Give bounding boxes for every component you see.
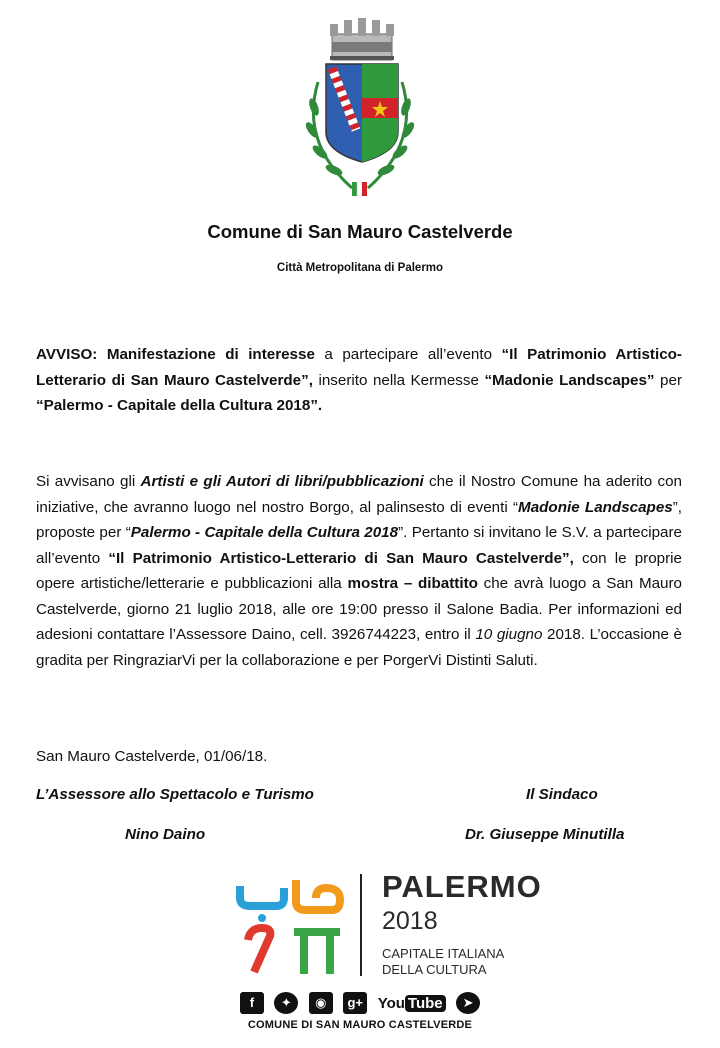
deadline-date: 10 giugno [475, 626, 543, 643]
assessor-role: L’Assessore allo Spettacolo e Turismo [36, 786, 314, 803]
body-emphasis: Palermo - Capitale della Cultura 2018 [130, 524, 399, 541]
assessor-name: Nino Daino [125, 826, 206, 843]
twitter-icon[interactable]: ✦ [274, 992, 298, 1014]
event-name: “Il Patrimonio Artistico-Letterario di San Mauro Castelverde”, [108, 549, 574, 567]
youtube-tube-text: Tube [405, 995, 446, 1012]
notice-text: per [654, 371, 682, 389]
crown-icon [330, 18, 394, 60]
footer-text: COMUNE DI SAN MAURO CASTELVERDE [247, 1019, 473, 1031]
youtube-text: You [377, 994, 405, 1012]
notice-heading [36, 342, 682, 419]
notice-text: a partecipare all’evento [314, 346, 502, 363]
body-emphasis: Madonie Landscapes [518, 498, 673, 516]
body-text: che il Nostro Comune ha aderito con iniziative, che avranno luogo nel nostro Borgo, al palinsesto di eventi “ [36, 473, 682, 516]
event-name: “Il Patrimonio Artistico-Letterario di San Mauro Castelverde”, [36, 346, 682, 389]
facebook-icon[interactable]: f [240, 992, 264, 1014]
telegram-icon[interactable]: ➤ [456, 992, 480, 1014]
palermo-2018-logo-mark [236, 876, 346, 976]
body-text: Si avvisano gli [36, 473, 141, 490]
logo-city: PALERMO [382, 869, 542, 904]
mayor-role: Il Sindaco [526, 786, 598, 803]
body-text: che avrà luogo a San Mauro Castelverde, giorno 21 luglio 2018, alle ore 19:00 presso il Salone Badia. Per informazioni ed adesioni contattare l’Assessore Daino, cell. 3926744223, entro il [36, 575, 682, 643]
logo-year: 2018 [382, 907, 438, 935]
mayor-name: Dr. Giuseppe Minutilla [465, 826, 625, 843]
social-icons-row [0, 992, 720, 1016]
body-text: 2018. L’occasione è gradita per RingraziarVi per la collaborazione e per PorgerVi Distinti Saluti. [36, 626, 682, 669]
notice-label: AVVISO: Manifestazione di interesse [36, 346, 315, 363]
page-title: Comune di San Mauro Castelverde [207, 221, 513, 242]
notice-text: inserito nella Kermesse [312, 371, 485, 389]
exhibition-name: mostra – dibattito [347, 575, 478, 592]
place-date: San Mauro Castelverde, 01/06/18. [36, 748, 268, 765]
kermesse-name: “Madonie Landscapes” [484, 371, 655, 389]
youtube-icon[interactable] [378, 995, 446, 1012]
page-subtitle: Città Metropolitana di Palermo [276, 262, 444, 274]
body-paragraph [36, 469, 682, 673]
capital-name: “Palermo - Capitale della Cultura 2018”. [36, 397, 323, 414]
google-plus-icon[interactable]: g+ [343, 992, 367, 1014]
body-text: ”, proposte per “ [36, 498, 683, 541]
logo-line-1: CAPITALE ITALIANA [382, 946, 505, 961]
body-text: ”. Pertanto si invitano le S.V. a partecipare all’evento [36, 524, 682, 567]
coat-of-arms-emblem [290, 12, 430, 212]
body-emphasis: Artisti e gli Autori di libri/pubblicazioni [140, 473, 424, 490]
logo-line-2: DELLA CULTURA [382, 962, 487, 977]
instagram-icon[interactable]: ◉ [309, 992, 333, 1014]
shield-icon [326, 64, 398, 162]
logo-divider [360, 874, 362, 976]
body-text: con le proprie opere artistiche/letterarie e pubblicazioni alla [36, 549, 682, 592]
